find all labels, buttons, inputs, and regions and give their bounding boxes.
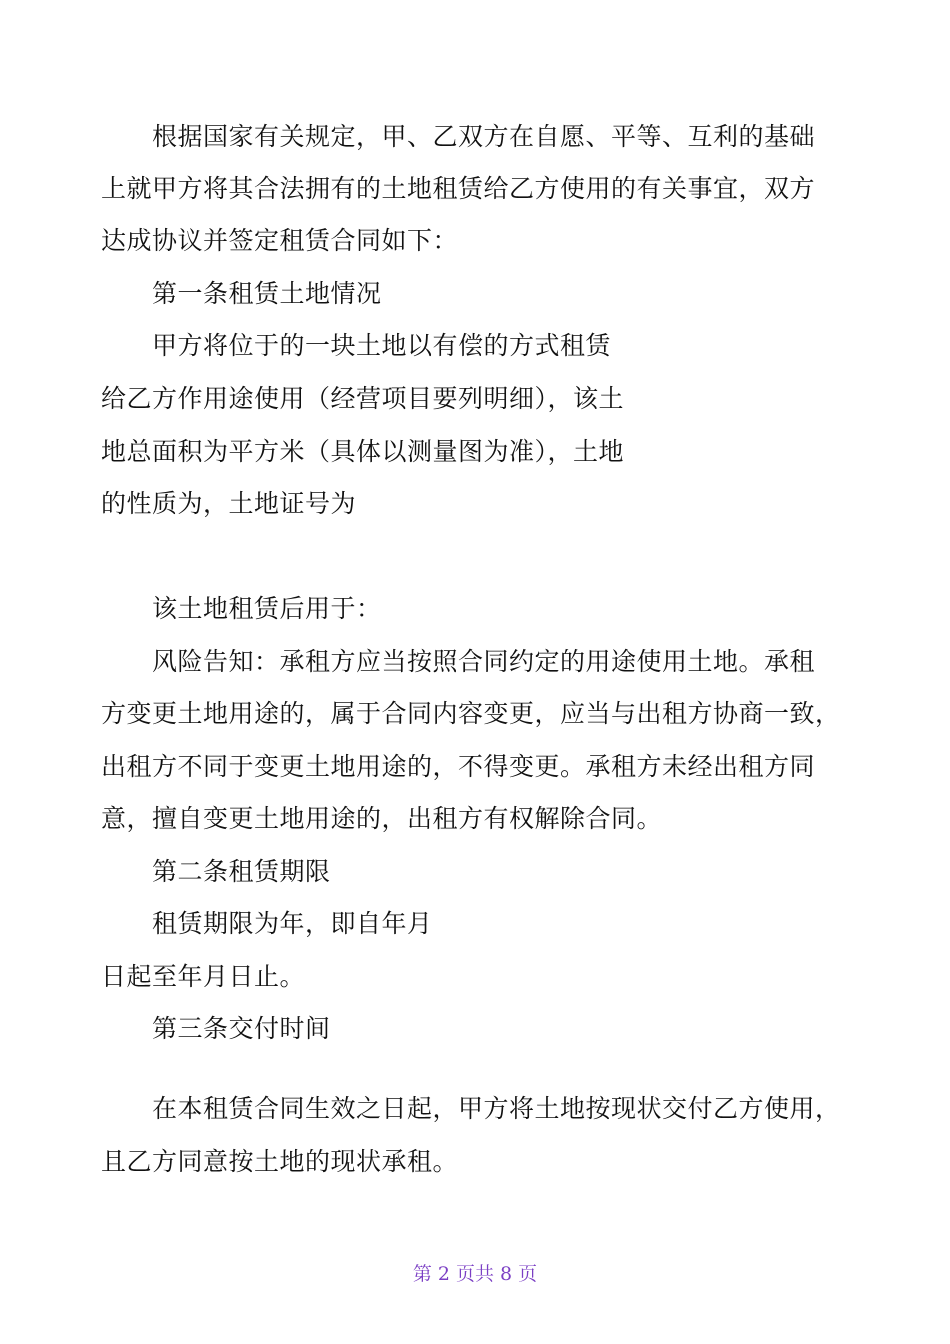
text-line: 根据国家有关规定，甲、乙双方在自愿、平等、互利的基础 [152, 122, 816, 151]
text-line: 地总面积为平方米（具体以测量图为准），土地 [101, 437, 625, 466]
text-line: 上就甲方将其合法拥有的土地租赁给乙方使用的有关事宜，双方 [101, 174, 816, 203]
text-line: 给乙方作用途使用（经营项目要列明细），该土 [101, 384, 625, 413]
text-line: 在本租赁合同生效之日起，甲方将土地按现状交付乙方使用， [152, 1094, 841, 1123]
section-heading: 第二条租赁期限 [152, 857, 331, 886]
text-line: 租赁期限为年，即自年月 [152, 909, 433, 938]
page-number-footer: 第 2 页共 8 页 [412, 1263, 538, 1285]
text-line: 达成协议并签定租赁合同如下： [101, 226, 459, 255]
text-line: 出租方不同于变更土地用途的，不得变更。承租方未经出租方同 [101, 752, 816, 781]
text-line: 方变更土地用途的，属于合同内容变更，应当与出租方协商一致， [101, 699, 841, 728]
text-line: 意，擅自变更土地用途的，出租方有权解除合同。 [101, 804, 663, 833]
text-line: 的性质为，土地证号为 [101, 489, 357, 518]
text-line: 该土地租赁后用于： [152, 594, 382, 623]
section-heading: 第三条交付时间 [152, 1014, 331, 1043]
section-heading: 第一条租赁土地情况 [152, 279, 382, 308]
text-line: 风险告知：承租方应当按照合同约定的用途使用土地。承租 [152, 647, 816, 676]
text-line: 甲方将位于的一块土地以有偿的方式租赁 [152, 331, 612, 360]
text-line: 且乙方同意按土地的现状承租。 [101, 1147, 459, 1176]
text-line: 日起至年月日止。 [101, 962, 306, 991]
